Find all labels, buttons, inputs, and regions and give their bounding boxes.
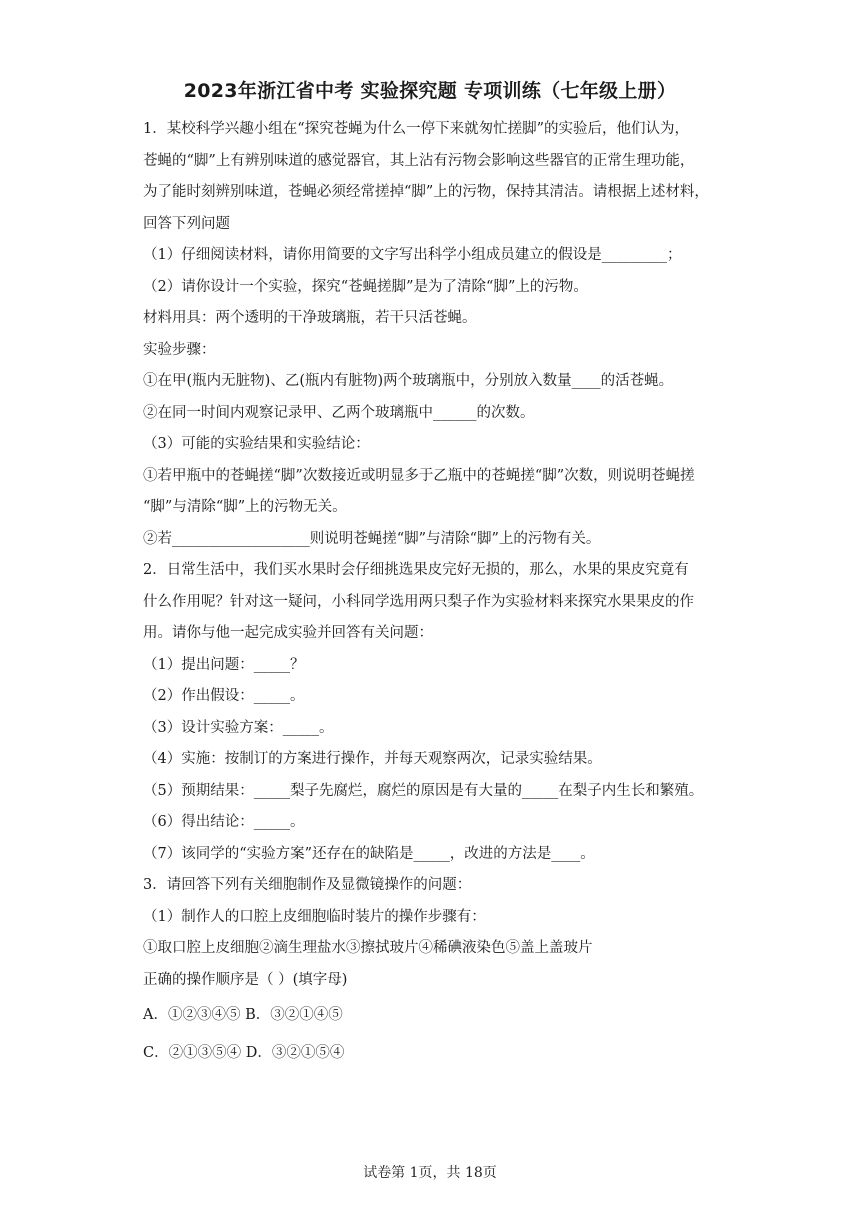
q1-line: （2）请你设计一个实验，探究“苍蝇搓脚”是为了清除“脚”上的污物。 — [143, 278, 588, 295]
q2-line: （6）得出结论：_____。 — [143, 814, 305, 830]
q2-line: 什么作用呢？针对这一疑问，小科同学选用两只梨子作为实验材料来探究水果果皮的作 — [143, 593, 694, 610]
q3-line: 3．请回答下列有关细胞制作及显微镜操作的问题： — [143, 877, 472, 893]
q1-line: 材料用具：两个透明的干净玻璃瓶，若干只活苍蝇。 — [143, 310, 477, 326]
question-2 — [143, 555, 723, 870]
q2-line: （3）设计实验方案：_____。 — [143, 719, 334, 736]
q3-line: 正确的操作顺序是（ ）(填字母) — [143, 971, 348, 988]
q1-line: ②若___________________则说明苍蝇搓“脚”与清除“脚”上的污物有关。 — [143, 530, 601, 547]
q1-line: （1）仔细阅读材料，请你用简要的文字写出科学小组成员建立的假设是_________； — [143, 247, 682, 263]
question-1 — [143, 114, 723, 555]
q1-line: ①若甲瓶中的苍蝇搓“脚”次数接近或明显多于乙瓶中的苍蝇搓“脚”次数，则说明苍蝇搓 — [143, 467, 695, 484]
q2-line: （2）作出假设：_____。 — [143, 688, 305, 704]
q2-line: （1）提出问题：_____？ — [143, 656, 305, 673]
q2-line: 2．日常生活中，我们买水果时会仔细挑选果皮完好无损的，那么，水果的果皮究竟有 — [143, 562, 689, 578]
q2-line: 用。请你与他一起完成实验并回答有关问题： — [143, 625, 433, 641]
q1-line: ①在甲(瓶内无脏物)、乙(瓶内有脏物)两个玻璃瓶中，分别放入数量____的活苍蝇。 — [143, 373, 674, 389]
q2-line: （4）实施：按制订的方案进行操作，并每天观察两次，记录实验结果。 — [143, 751, 602, 767]
q1-line: 1．某校科学兴趣小组在“探究苍蝇为什么一停下来就匆忙搓脚”的实验后，他们认为， — [143, 121, 690, 137]
q1-line: 实验步骤： — [143, 341, 216, 358]
q1-line: 为了能时刻辨别味道，苍蝇必须经常搓掉“脚”上的污物，保持其清洁。请根据上述材料， — [143, 184, 709, 200]
q3-option-row: A．①②③④⑤ B．③②①④⑤ — [143, 1007, 343, 1023]
q2-line: （7）该同学的“实验方案”还存在的缺陷是_____，改进的方法是____。 — [143, 845, 595, 862]
q3-line: （1）制作人的口腔上皮细胞临时装片的操作步骤有： — [143, 908, 486, 925]
q1-line: （3）可能的实验结果和实验结论： — [143, 436, 370, 452]
q3-option-row: C．②①③⑤④ D．③②①⑤④ — [143, 1044, 345, 1061]
page-footer: 试卷第 1页，共 18页 — [363, 1165, 497, 1181]
question-3 — [143, 870, 723, 1069]
q1-line: ②在同一时间内观察记录甲、乙两个玻璃瓶中______的次数。 — [143, 404, 535, 421]
q3-line: ①取口腔上皮细胞②滴生理盐水③擦拭玻片④稀碘液染色⑤盖上盖玻片 — [143, 940, 593, 956]
page-title: 2023年浙江省中考 实验探究题 专项训练（七年级上册） — [183, 80, 677, 102]
q1-line: “脚”与清除“脚”上的污物无关。 — [143, 499, 347, 515]
q1-line: 回答下列问题 — [143, 215, 230, 232]
q2-line: （5）预期结果：_____梨子先腐烂，腐烂的原因是有大量的_____在梨子内生长和繁殖。 — [143, 782, 704, 799]
question-content — [143, 114, 723, 1069]
q1-line: 苍蝇的“脚”上有辨别味道的感觉器官，其上沾有污物会影响这些器官的正常生理功能， — [143, 152, 695, 169]
